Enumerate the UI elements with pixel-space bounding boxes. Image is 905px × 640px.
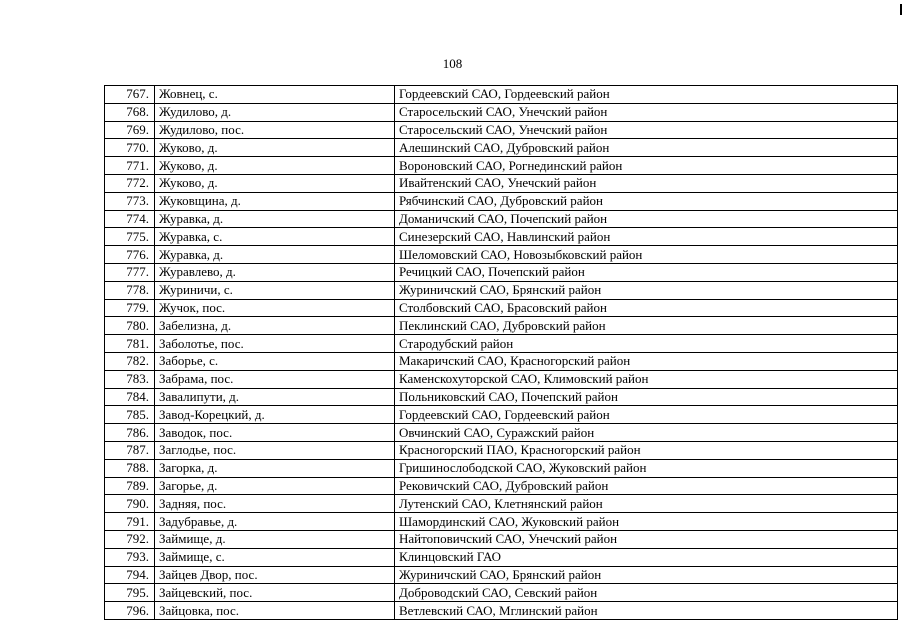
settlement-name-cell: Забелизна, д. — [155, 317, 395, 335]
administrative-unit-cell: Вороновский САО, Рогнединский район — [395, 157, 898, 175]
administrative-unit-cell: Стародубский район — [395, 335, 898, 353]
table-row — [105, 210, 898, 228]
administrative-unit-cell: Овчинский САО, Суражский район — [395, 424, 898, 442]
row-number-cell: 789. — [105, 477, 155, 495]
administrative-unit-cell: Шеломовский САО, Новозыбковский район — [395, 246, 898, 264]
administrative-unit-cell: Лутенский САО, Клетнянский район — [395, 495, 898, 513]
table-row — [105, 174, 898, 192]
settlement-name-cell: Заглодье, пос. — [155, 441, 395, 459]
settlement-name-cell: Заборье, с. — [155, 352, 395, 370]
settlement-name-cell: Журавка, д. — [155, 210, 395, 228]
table-row — [105, 513, 898, 531]
settlement-name-cell: Задубравье, д. — [155, 513, 395, 531]
table-row — [105, 228, 898, 246]
settlement-name-cell: Жудилово, пос. — [155, 121, 395, 139]
settlement-name-cell: Жуково, д. — [155, 139, 395, 157]
settlement-name-cell: Завалипути, д. — [155, 388, 395, 406]
settlement-name-cell: Журавка, д. — [155, 246, 395, 264]
table-row — [105, 352, 898, 370]
row-number-cell: 785. — [105, 406, 155, 424]
row-number-cell: 771. — [105, 157, 155, 175]
settlement-name-cell: Жуково, д. — [155, 157, 395, 175]
settlement-name-cell: Забрама, пос. — [155, 370, 395, 388]
row-number-cell: 778. — [105, 281, 155, 299]
table-row — [105, 441, 898, 459]
settlement-name-cell: Загорье, д. — [155, 477, 395, 495]
administrative-unit-cell: Журиничский САО, Брянский район — [395, 281, 898, 299]
settlement-name-cell: Зайцевский, пос. — [155, 584, 395, 602]
row-number-cell: 775. — [105, 228, 155, 246]
table-row — [105, 281, 898, 299]
row-number-cell: 779. — [105, 299, 155, 317]
settlement-name-cell: Займище, с. — [155, 548, 395, 566]
row-number-cell: 796. — [105, 602, 155, 620]
administrative-unit-cell: Каменскохуторской САО, Климовский район — [395, 370, 898, 388]
settlement-name-cell: Журавка, с. — [155, 228, 395, 246]
settlement-name-cell: Жовнец, с. — [155, 86, 395, 104]
settlement-name-cell: Задняя, пос. — [155, 495, 395, 513]
settlement-name-cell: Жуково, д. — [155, 174, 395, 192]
administrative-unit-cell: Гордеевский САО, Гордеевский район — [395, 406, 898, 424]
table-row — [105, 157, 898, 175]
settlement-name-cell: Жуковщина, д. — [155, 192, 395, 210]
administrative-unit-cell: Ветлевский САО, Мглинский район — [395, 602, 898, 620]
settlement-name-cell: Журавлево, д. — [155, 263, 395, 281]
administrative-unit-cell: Пеклинский САО, Дубровский район — [395, 317, 898, 335]
settlement-name-cell: Журиничи, с. — [155, 281, 395, 299]
table-row — [105, 602, 898, 620]
administrative-unit-cell: Шамординский САО, Жуковский район — [395, 513, 898, 531]
administrative-unit-cell: Старосельский САО, Унечский район — [395, 121, 898, 139]
table-row — [105, 86, 898, 104]
row-number-cell: 776. — [105, 246, 155, 264]
table-row — [105, 548, 898, 566]
administrative-unit-cell: Старосельский САО, Унечский район — [395, 103, 898, 121]
administrative-unit-cell: Макаричский САО, Красногорский район — [395, 352, 898, 370]
row-number-cell: 795. — [105, 584, 155, 602]
table-row — [105, 121, 898, 139]
row-number-cell: 768. — [105, 103, 155, 121]
administrative-unit-cell: Рековичский САО, Дубровский район — [395, 477, 898, 495]
row-number-cell: 781. — [105, 335, 155, 353]
table-row — [105, 246, 898, 264]
administrative-unit-cell: Ивайтенский САО, Унечский район — [395, 174, 898, 192]
administrative-unit-cell: Речицкий САО, Почепский район — [395, 263, 898, 281]
table-row — [105, 335, 898, 353]
administrative-unit-cell: Доброводский САО, Севский район — [395, 584, 898, 602]
table-row — [105, 192, 898, 210]
row-number-cell: 793. — [105, 548, 155, 566]
settlement-name-cell: Жудилово, д. — [155, 103, 395, 121]
table-row — [105, 299, 898, 317]
administrative-unit-cell: Клинцовский ГАО — [395, 548, 898, 566]
row-number-cell: 770. — [105, 139, 155, 157]
table-row — [105, 566, 898, 584]
administrative-unit-cell: Гордеевский САО, Гордеевский район — [395, 86, 898, 104]
administrative-unit-cell: Журиничский САО, Брянский район — [395, 566, 898, 584]
row-number-cell: 769. — [105, 121, 155, 139]
row-number-cell: 792. — [105, 530, 155, 548]
row-number-cell: 783. — [105, 370, 155, 388]
administrative-unit-cell: Польниковский САО, Почепский район — [395, 388, 898, 406]
settlement-name-cell: Жучок, пос. — [155, 299, 395, 317]
row-number-cell: 790. — [105, 495, 155, 513]
table-row — [105, 530, 898, 548]
settlement-name-cell: Зайцев Двор, пос. — [155, 566, 395, 584]
settlement-name-cell: Завод-Корецкий, д. — [155, 406, 395, 424]
row-number-cell: 772. — [105, 174, 155, 192]
administrative-unit-cell: Красногорский ПАО, Красногорский район — [395, 441, 898, 459]
table-row — [105, 459, 898, 477]
administrative-unit-cell: Алешинский САО, Дубровский район — [395, 139, 898, 157]
settlements-table — [104, 85, 898, 620]
row-number-cell: 782. — [105, 352, 155, 370]
row-number-cell: 773. — [105, 192, 155, 210]
page-number: 108 — [442, 56, 463, 71]
administrative-unit-cell: Рябчинский САО, Дубровский район — [395, 192, 898, 210]
table-row — [105, 424, 898, 442]
settlement-name-cell: Займище, д. — [155, 530, 395, 548]
row-number-cell: 784. — [105, 388, 155, 406]
table-row — [105, 139, 898, 157]
settlement-name-cell: Заводок, пос. — [155, 424, 395, 442]
row-number-cell: 780. — [105, 317, 155, 335]
row-number-cell: 767. — [105, 86, 155, 104]
settlements-table-body — [105, 86, 898, 620]
table-row — [105, 495, 898, 513]
administrative-unit-cell: Доманичский САО, Почепский район — [395, 210, 898, 228]
row-number-cell: 774. — [105, 210, 155, 228]
table-row — [105, 103, 898, 121]
settlement-name-cell: Зайцовка, пос. — [155, 602, 395, 620]
settlement-name-cell: Загорка, д. — [155, 459, 395, 477]
row-number-cell: 791. — [105, 513, 155, 531]
page-edge-mark — [900, 4, 902, 15]
table-row — [105, 477, 898, 495]
administrative-unit-cell: Синезерский САО, Навлинский район — [395, 228, 898, 246]
table-row — [105, 317, 898, 335]
settlement-name-cell: Заболотье, пос. — [155, 335, 395, 353]
administrative-unit-cell: Гришинослободской САО, Жуковский район — [395, 459, 898, 477]
row-number-cell: 788. — [105, 459, 155, 477]
table-row — [105, 584, 898, 602]
table-row — [105, 263, 898, 281]
row-number-cell: 787. — [105, 441, 155, 459]
table-row — [105, 388, 898, 406]
row-number-cell: 794. — [105, 566, 155, 584]
administrative-unit-cell: Столбовский САО, Брасовский район — [395, 299, 898, 317]
table-row — [105, 406, 898, 424]
administrative-unit-cell: Найтоповичский САО, Унечский район — [395, 530, 898, 548]
table-row — [105, 370, 898, 388]
row-number-cell: 786. — [105, 424, 155, 442]
row-number-cell: 777. — [105, 263, 155, 281]
